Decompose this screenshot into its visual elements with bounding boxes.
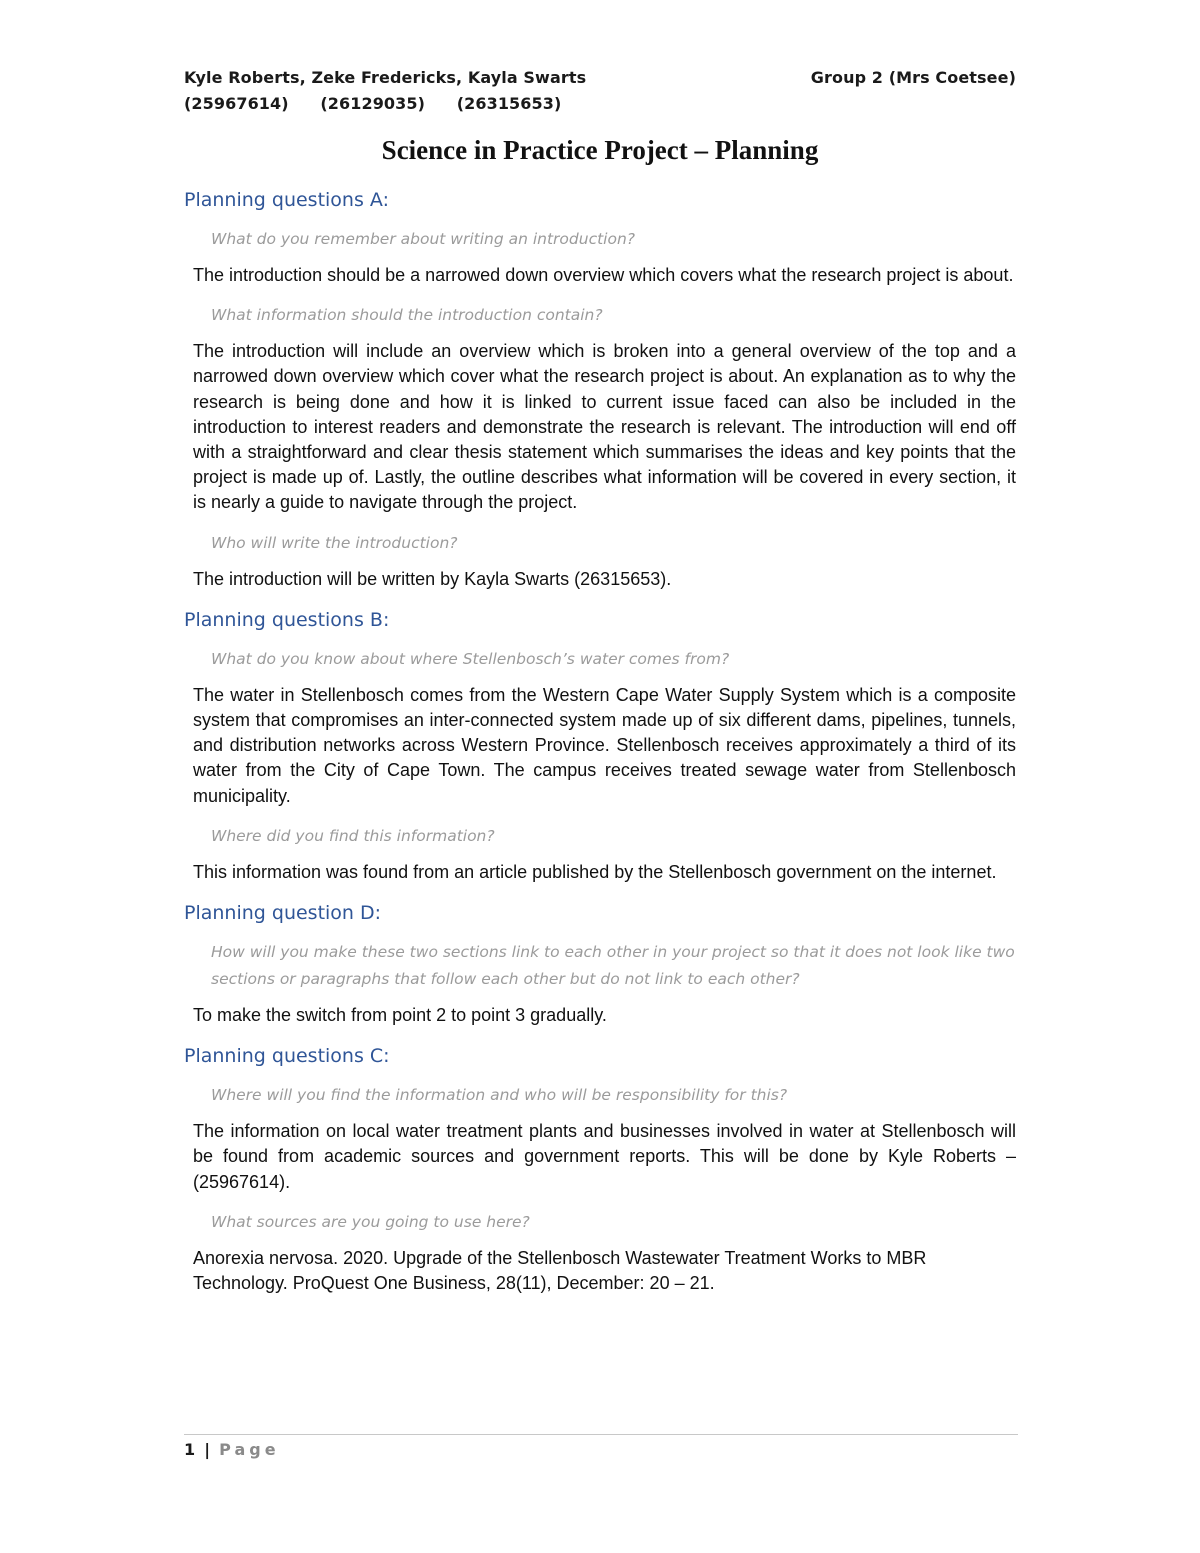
- page-footer: [184, 1440, 280, 1459]
- section-planning-d: [184, 899, 1016, 1042]
- question: Who will write the introduction?: [211, 533, 458, 552]
- section-planning-b: [184, 606, 1016, 899]
- document-title: Science in Practice Project – Planning: [381, 135, 819, 165]
- section-heading: Planning questions A:: [184, 189, 389, 211]
- header-group: Group 2 (Mrs Coetsee): [810, 68, 1016, 87]
- answer: To make the switch from point 2 to point 3 gradually.: [193, 1005, 607, 1026]
- answer: The introduction should be a narrowed down overview which covers what the research project is about.: [193, 265, 1014, 285]
- page-label: Page: [219, 1440, 280, 1459]
- footer-separator: |: [204, 1440, 211, 1459]
- answer: The introduction will be written by Kayla Swarts (26315653).: [193, 568, 672, 589]
- question: How will you make these two sections link to each other in your project so that it does not look like two sections or paragraphs that follow each other but do not link to each other?: [211, 943, 1015, 989]
- answer: The information on local water treatment plants and businesses involved in water at Stellenbosch will be found from academic sources and government reports. This will be done by Kyle Roberts – (25967614).: [193, 1121, 1016, 1192]
- answer: This information was found from an article published by the Stellenbosch government on the internet.: [193, 861, 997, 882]
- student-id: (26315653): [456, 94, 562, 113]
- section-heading: Planning question D:: [184, 902, 382, 925]
- page-number: 1: [184, 1440, 196, 1459]
- question: Where will you find the information and who will be responsibility for this?: [211, 1086, 788, 1105]
- document-body: [184, 186, 1016, 1296]
- footer-divider: [184, 1434, 1018, 1435]
- question: Where did you find this information?: [211, 826, 495, 845]
- answer: Anorexia nervosa. 2020. Upgrade of the Stellenbosch Wastewater Treatment Works to MBR Technology. ProQuest One Business, 28(11), December: 20 – 21.: [193, 1247, 927, 1294]
- question: What sources are you going to use here?: [211, 1212, 530, 1231]
- question: What do you know about where Stellenbosch’s water comes from?: [211, 649, 730, 668]
- section-planning-a: [184, 186, 1016, 606]
- section-planning-c: [184, 1042, 1016, 1296]
- header-student-ids: [184, 94, 1016, 113]
- answer: The introduction will include an overview which is broken into a general overview of the top and a narrowed down overview which cover what the research project is about. An explanation as to why the research is being done and how it is linked to current issue faced can also be included in the introduction to interest readers and demonstrate the research is relevant. The introduction will end off with a straightforward and clear thesis statement which summarises the ideas and key points that the project is made up of. Lastly, the outline describes what information will be covered in every section, it is nearly a guide to navigate through the project.: [193, 341, 1016, 513]
- student-id: (26129035): [320, 94, 426, 113]
- student-id: (25967614): [184, 94, 289, 113]
- section-heading: Planning questions B:: [184, 608, 390, 631]
- header-authors: Kyle Roberts, Zeke Fredericks, Kayla Swarts: [184, 68, 587, 87]
- section-heading: Planning questions C:: [184, 1045, 390, 1068]
- question: What do you remember about writing an introduction?: [211, 230, 636, 248]
- question: What information should the introduction contain?: [211, 306, 603, 325]
- answer: The water in Stellenbosch comes from the Western Cape Water Supply System which is a composite system that compromises an inter-connected system made up of six different dams, pipelines, tunnels, and distribution networks across Western Province. Stellenbosch receives approximately a third of its water from the City of Cape Town. The campus receives treated sewage water from Stellenbosch municipality.: [193, 684, 1016, 806]
